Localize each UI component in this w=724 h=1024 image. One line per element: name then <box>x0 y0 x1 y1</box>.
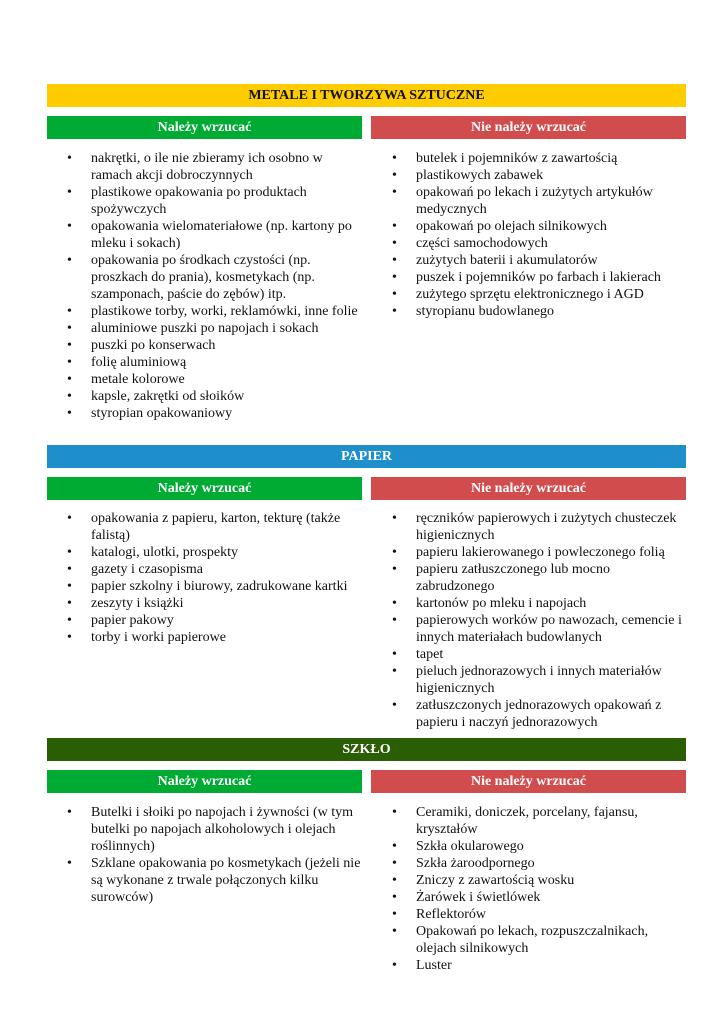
bullet-icon: • <box>392 545 397 560</box>
list-item <box>67 303 367 320</box>
list-item-text: Szklane opakowania po kosmetykach (jeżeli nie są wykonane z trwale połączonych kilku surowców) <box>91 856 361 905</box>
list-item-text: Butelki i słoiki po napojach i żywności (w tym butelki po napojach alkoholowych i olejach roślinnych) <box>91 805 354 854</box>
list-item-text: opakowania z papieru, karton, tekturę (także falistą) <box>91 511 341 543</box>
list-item <box>67 544 367 561</box>
list-item-text: Szkła żaroodpornego <box>416 856 535 871</box>
list-item <box>392 855 688 872</box>
list-item-text: papier pakowy <box>91 613 174 628</box>
bullet-icon: • <box>67 596 72 611</box>
bullet-icon: • <box>67 613 72 628</box>
not-allowed-header-metale: Nie należy wrzucać <box>371 116 686 139</box>
bullet-icon: • <box>67 856 72 871</box>
bullet-icon: • <box>67 406 72 421</box>
list-item-text: kapsle, zakrętki od słoików <box>91 389 245 404</box>
list-item-text: opakowań po lekach i zużytych artykułów medycznych <box>416 185 653 217</box>
list-item <box>392 906 688 923</box>
bullet-icon: • <box>392 185 397 200</box>
bullet-icon: • <box>392 219 397 234</box>
section-banner-papier: PAPIER <box>47 445 686 468</box>
list-item <box>392 663 688 697</box>
bullet-icon: • <box>392 511 397 526</box>
list-item-text: metale kolorowe <box>91 372 185 387</box>
list-item-text: gazety i czasopisma <box>91 562 203 577</box>
list-item <box>392 150 688 167</box>
list-item <box>67 252 367 303</box>
list-item-text: aluminiowe puszki po napojach i sokach <box>91 321 319 336</box>
bullet-icon: • <box>392 907 397 922</box>
not-allowed-header-szklo: Nie należy wrzucać <box>371 770 686 793</box>
list-item <box>67 354 367 371</box>
not-allowed-list-szklo <box>392 804 688 974</box>
allowed-list-papier <box>67 510 367 646</box>
bullet-icon: • <box>392 168 397 183</box>
bullet-icon: • <box>392 613 397 628</box>
list-item-text: Luster <box>416 958 452 973</box>
list-item <box>67 337 367 354</box>
bullet-icon: • <box>67 372 72 387</box>
list-item <box>392 252 688 269</box>
allowed-header-szklo: Należy wrzucać <box>47 770 362 793</box>
list-item <box>392 544 688 561</box>
list-item <box>392 561 688 595</box>
section-banner-szklo: SZKŁO <box>47 738 686 761</box>
list-item-text: zatłuszczonych jednorazowych opakowań z papieru i naczyń jednorazowych <box>416 698 662 730</box>
bullet-icon: • <box>67 338 72 353</box>
list-item <box>392 957 688 974</box>
bullet-icon: • <box>392 236 397 251</box>
list-item-text: części samochodowych <box>416 236 548 251</box>
bullet-icon: • <box>392 664 397 679</box>
bullet-icon: • <box>392 890 397 905</box>
bullet-icon: • <box>67 253 72 268</box>
list-item-text: butelek i pojemników z zawartością <box>416 151 618 166</box>
list-item <box>392 697 688 731</box>
list-item <box>67 388 367 405</box>
list-item-text: plastikowych zabawek <box>416 168 544 183</box>
list-item-text: kartonów po mleku i napojach <box>416 596 587 611</box>
list-item-text: plastikowe opakowania po produktach spożywczych <box>91 185 307 217</box>
bullet-icon: • <box>392 958 397 973</box>
bullet-icon: • <box>67 185 72 200</box>
list-item <box>67 320 367 337</box>
list-item-text: Ceramiki, doniczek, porcelany, fajansu, kryształów <box>416 805 638 837</box>
bullet-icon: • <box>392 562 397 577</box>
bullet-icon: • <box>392 924 397 939</box>
list-item <box>67 578 367 595</box>
not-allowed-list-metale <box>392 150 688 320</box>
list-item-text: Reflektorów <box>416 907 486 922</box>
list-item <box>67 405 367 422</box>
list-item <box>392 804 688 838</box>
allowed-list-metale <box>67 150 367 422</box>
allowed-header-papier: Należy wrzucać <box>47 477 362 500</box>
list-item-text: ręczników papierowych i zużytych chusteczek higienicznych <box>416 511 677 543</box>
bullet-icon: • <box>67 562 72 577</box>
bullet-icon: • <box>392 253 397 268</box>
list-item <box>67 855 367 906</box>
not-allowed-header-papier: Nie należy wrzucać <box>371 477 686 500</box>
allowed-list-szklo <box>67 804 367 906</box>
list-item <box>67 629 367 646</box>
bullet-icon: • <box>67 304 72 319</box>
list-item-text: tapet <box>416 647 444 662</box>
bullet-icon: • <box>67 545 72 560</box>
list-item-text: papierowych worków po nawozach, cemencie i innych materiałach budowlanych <box>416 613 682 645</box>
list-item-text: folię aluminiową <box>91 355 187 370</box>
list-item-text: pieluch jednorazowych i innych materiałów higienicznych <box>416 664 662 696</box>
bullet-icon: • <box>392 805 397 820</box>
list-item-text: plastikowe torby, worki, reklamówki, inne folie <box>91 304 358 319</box>
list-item-text: zużytych baterii i akumulatorów <box>416 253 598 268</box>
bullet-icon: • <box>392 151 397 166</box>
list-item <box>392 838 688 855</box>
bullet-icon: • <box>392 698 397 713</box>
list-item-text: zużytego sprzętu elektronicznego i AGD <box>416 287 644 302</box>
bullet-icon: • <box>67 355 72 370</box>
bullet-icon: • <box>392 839 397 854</box>
list-item <box>392 646 688 663</box>
list-item-text: katalogi, ulotki, prospekty <box>91 545 238 560</box>
list-item-text: torby i worki papierowe <box>91 630 226 645</box>
list-item <box>392 167 688 184</box>
list-item <box>392 235 688 252</box>
list-item <box>67 804 367 855</box>
bullet-icon: • <box>392 856 397 871</box>
list-item <box>392 184 688 218</box>
list-item <box>67 184 367 218</box>
bullet-icon: • <box>67 219 72 234</box>
list-item-text: opakowania po środkach czystości (np. proszkach do prania), kosmetykach (np. szamponach, paście do zębów) itp. <box>91 253 315 302</box>
bullet-icon: • <box>67 805 72 820</box>
list-item-text: papieru lakierowanego i powleczonego folią <box>416 545 665 560</box>
list-item <box>67 561 367 578</box>
list-item <box>392 923 688 957</box>
list-item <box>392 218 688 235</box>
bullet-icon: • <box>392 873 397 888</box>
list-item <box>392 889 688 906</box>
list-item-text: opakowań po olejach silnikowych <box>416 219 607 234</box>
bullet-icon: • <box>392 287 397 302</box>
list-item <box>67 218 367 252</box>
bullet-icon: • <box>67 151 72 166</box>
allowed-header-metale: Należy wrzucać <box>47 116 362 139</box>
bullet-icon: • <box>67 511 72 526</box>
list-item <box>67 595 367 612</box>
bullet-icon: • <box>67 389 72 404</box>
list-item <box>392 595 688 612</box>
list-item <box>392 872 688 889</box>
list-item-text: styropian opakowaniowy <box>91 406 233 421</box>
list-item <box>67 371 367 388</box>
bullet-icon: • <box>392 647 397 662</box>
list-item <box>67 612 367 629</box>
list-item-text: Opakowań po lekach, rozpuszczalnikach, olejach silnikowych <box>416 924 649 956</box>
list-item-text: opakowania wielomateriałowe (np. kartony po mleku i sokach) <box>91 219 352 251</box>
list-item <box>67 510 367 544</box>
list-item <box>67 150 367 184</box>
list-item <box>392 510 688 544</box>
list-item <box>392 286 688 303</box>
list-item-text: puszek i pojemników po farbach i lakierach <box>416 270 661 285</box>
list-item-text: zeszyty i książki <box>91 596 184 611</box>
list-item <box>392 269 688 286</box>
bullet-icon: • <box>392 270 397 285</box>
list-item-text: Szkła okularowego <box>416 839 524 854</box>
list-item <box>392 303 688 320</box>
bullet-icon: • <box>67 630 72 645</box>
list-item-text: styropianu budowlanego <box>416 304 555 319</box>
list-item-text: Zniczy z zawartością wosku <box>416 873 575 888</box>
bullet-icon: • <box>392 596 397 611</box>
bullet-icon: • <box>392 304 397 319</box>
not-allowed-list-papier <box>392 510 688 731</box>
list-item-text: puszki po konserwach <box>91 338 216 353</box>
bullet-icon: • <box>67 579 72 594</box>
list-item-text: papieru zatłuszczonego lub mocno zabrudzonego <box>416 562 610 594</box>
list-item-text: nakrętki, o ile nie zbieramy ich osobno w ramach akcji dobroczynnych <box>91 151 323 183</box>
list-item-text: Żarówek i świetlówek <box>416 890 541 905</box>
bullet-icon: • <box>67 321 72 336</box>
list-item-text: papier szkolny i biurowy, zadrukowane kartki <box>91 579 348 594</box>
list-item <box>392 612 688 646</box>
section-banner-metale: METALE I TWORZYWA SZTUCZNE <box>47 84 686 107</box>
